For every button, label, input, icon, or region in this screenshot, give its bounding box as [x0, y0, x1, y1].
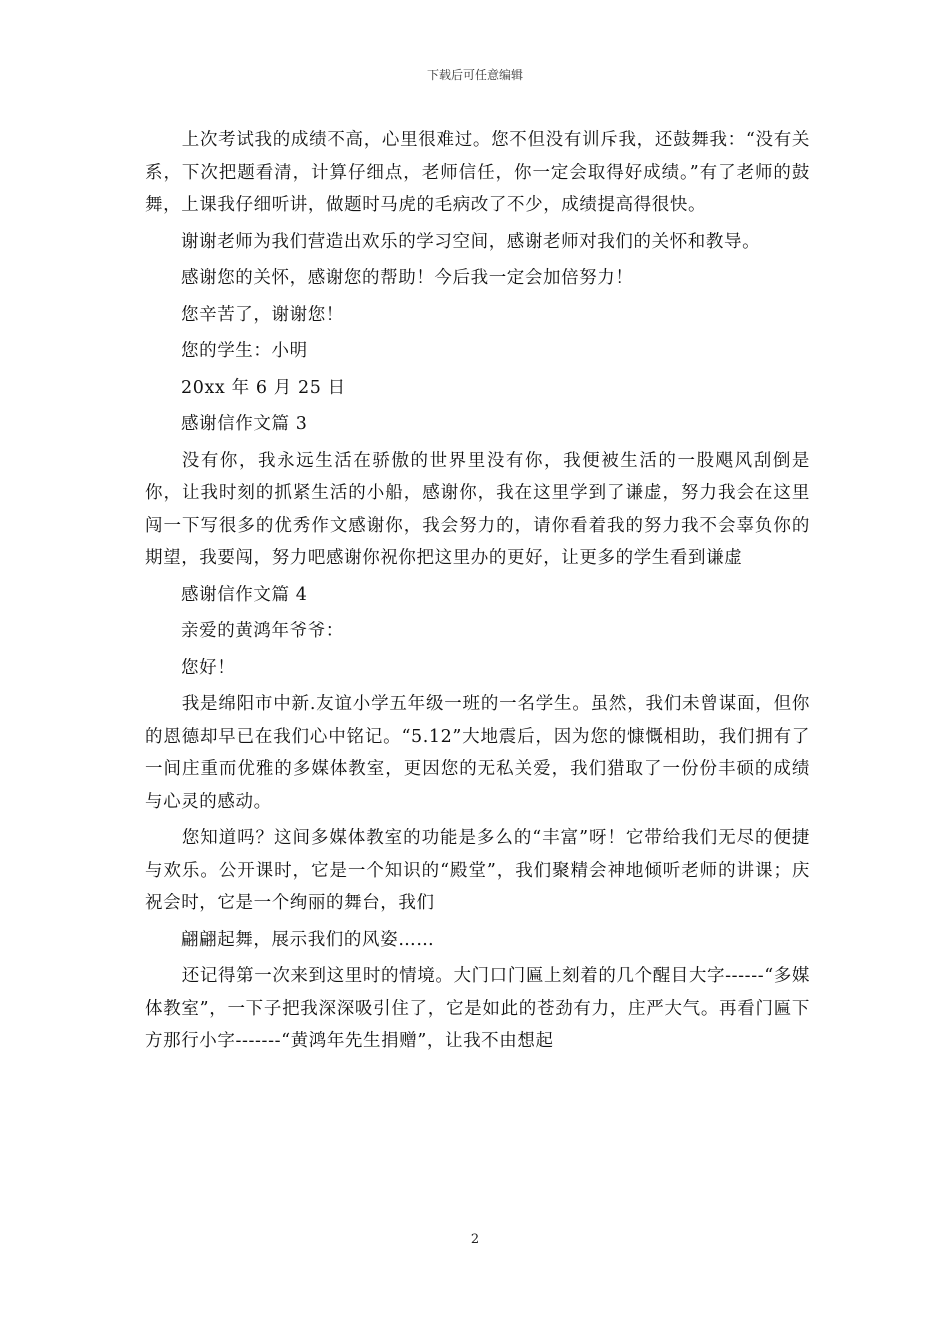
paragraph-closing: 您辛苦了，谢谢您！	[181, 304, 344, 325]
signature-line: 您的学生：小明	[181, 341, 308, 361]
paragraph-first-visit: 还记得第一次来到这里时的情境。大门口门匾上刻着的几个醒目大字------“多媒体教室”，一下子把我深深吸引住了，它是如此的苍劲有力，庄严大气。再看门匾下方那行小字-------“黄鸿年先生捐赠”，让我不由想起	[145, 966, 810, 1051]
page-number: 2	[470, 1232, 480, 1247]
section-heading-3: 感谢信作文篇 3	[181, 414, 308, 434]
section-heading-4: 感谢信作文篇 4	[181, 584, 308, 605]
salutation: 亲爱的黄鸿年爷爷：	[181, 621, 344, 641]
date-line: 20xx 年 6 月 25 日	[181, 377, 346, 398]
document-body	[145, 124, 810, 1062]
greeting: 您好！	[181, 657, 236, 678]
paragraph-exam: 上次考试我的成绩不高，心里很难过。您不但没有训斥我，还鼓舞我：“没有关系，下次把题看清，计算仔细点，老师信任，你一定会取得好成绩。”有了老师的鼓舞，上课我仔细听讲，做题时马虎的毛病改了不少，成绩提高得很快。	[145, 130, 810, 215]
paragraph-introduction: 我是绵阳市中新.友谊小学五年级一班的一名学生。虽然，我们未曾谋面，但你的恩德却早已在我们心中铭记。“5.12”大地震后，因为您的慷慨相助，我们拥有了一间庄重而优雅的多媒体教室，更因您的无私关爱，我们猎取了一份份丰硕的成绩与心灵的感动。	[145, 694, 810, 812]
paragraph-classroom-functions: 您知道吗？这间多媒体教室的功能是多么的“丰富”呀！它带给我们无尽的便捷与欢乐。公开课时，它是一个知识的“殿堂”，我们聚精会神地倾听老师的讲课；庆祝会时，它是一个绚丽的舞台，我们	[145, 828, 810, 913]
paragraph-thanks-care: 感谢您的关怀，感谢您的帮助！今后我一定会加倍努力！	[181, 268, 634, 288]
paragraph-thanks-teacher: 谢谢老师为我们营造出欢乐的学习空间，感谢老师对我们的关怀和教导。	[181, 231, 761, 252]
page-header: 下载后可任意编辑	[426, 68, 523, 82]
paragraph-dance: 翩翩起舞，展示我们的风姿……	[181, 929, 435, 950]
paragraph-essay-3: 没有你，我永远生活在骄傲的世界里没有你，我便被生活的一股飓风刮倒是你，让我时刻的抓紧生活的小船，感谢你，我在这里学到了谦虚，努力我会在这里闯一下写很多的优秀作文感谢你，我会努力的，请你看着我的努力我不会辜负你的期望，我要闯，努力吧感谢你祝你把这里办的更好，让更多的学生看到谦虚	[145, 450, 810, 568]
